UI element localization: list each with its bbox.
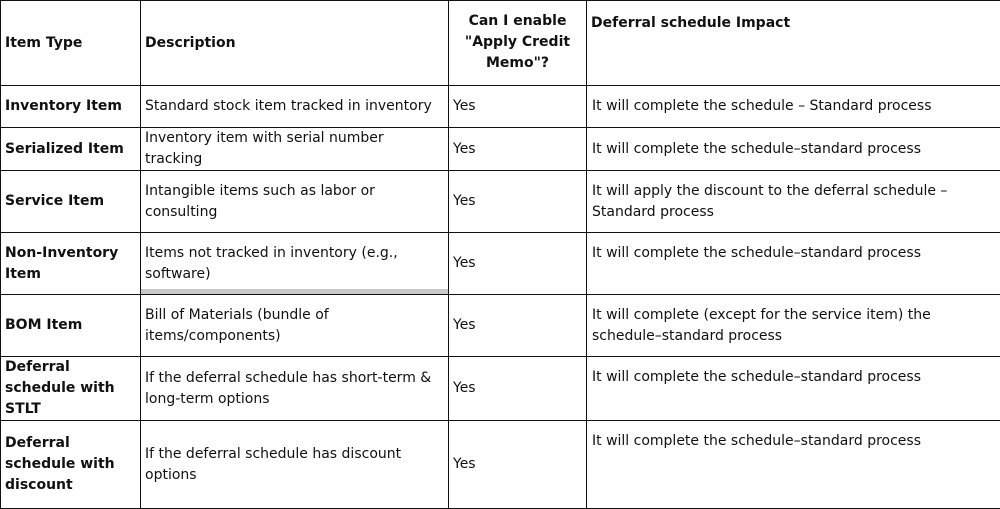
cell-description: Intangible items such as labor or consulting — [141, 171, 449, 233]
table-row — [1, 171, 1000, 233]
cell-apply: Yes — [449, 233, 587, 295]
table-row — [1, 233, 1000, 295]
cell-item-type: Inventory Item — [1, 86, 141, 128]
table-row — [1, 421, 1000, 509]
cell-impact: It will complete the schedule–standard process — [587, 128, 1000, 171]
cell-description: If the deferral schedule has discount options — [141, 421, 449, 509]
cell-item-type: Deferral schedule with STLT — [1, 357, 141, 421]
header-deferral-impact: Deferral schedule Impact — [587, 1, 1000, 86]
table-row — [1, 357, 1000, 421]
header-item-type: Item Type — [1, 1, 141, 86]
cell-impact: It will complete (except for the service item) the schedule–standard process — [587, 295, 1000, 357]
header-row — [1, 1, 1000, 86]
cell-apply: Yes — [449, 86, 587, 128]
cell-apply: Yes — [449, 295, 587, 357]
table-row — [1, 295, 1000, 357]
cell-item-type: Serialized Item — [1, 128, 141, 171]
table-row — [1, 86, 1000, 128]
cell-apply: Yes — [449, 357, 587, 421]
cell-impact: It will complete the schedule–standard process — [587, 421, 1000, 509]
cell-impact: It will complete the schedule–standard process — [587, 357, 1000, 421]
cell-impact: It will complete the schedule–standard process — [587, 233, 1000, 295]
cell-item-type: Service Item — [1, 171, 141, 233]
cell-apply: Yes — [449, 171, 587, 233]
cell-item-type: BOM Item — [1, 295, 141, 357]
header-description: Description — [141, 1, 449, 86]
cell-apply: Yes — [449, 128, 587, 171]
cell-description: If the deferral schedule has short-term & long-term options — [141, 357, 449, 421]
cell-description: Items not tracked in inventory (e.g., software) — [141, 233, 449, 295]
cell-item-type: Non-Inventory Item — [1, 233, 141, 295]
cell-description: Standard stock item tracked in inventory — [141, 86, 449, 128]
header-apply-credit-memo: Can I enable "Apply Credit Memo"? — [449, 1, 587, 86]
cell-description: Bill of Materials (bundle of items/components) — [141, 295, 449, 357]
cell-impact: It will apply the discount to the deferral schedule – Standard process — [587, 171, 1000, 233]
cell-apply: Yes — [449, 421, 587, 509]
cell-item-type: Deferral schedule with discount — [1, 421, 141, 509]
table-row — [1, 128, 1000, 171]
cell-description: Inventory item with serial number tracking — [141, 128, 449, 171]
cell-impact: It will complete the schedule – Standard process — [587, 86, 1000, 128]
